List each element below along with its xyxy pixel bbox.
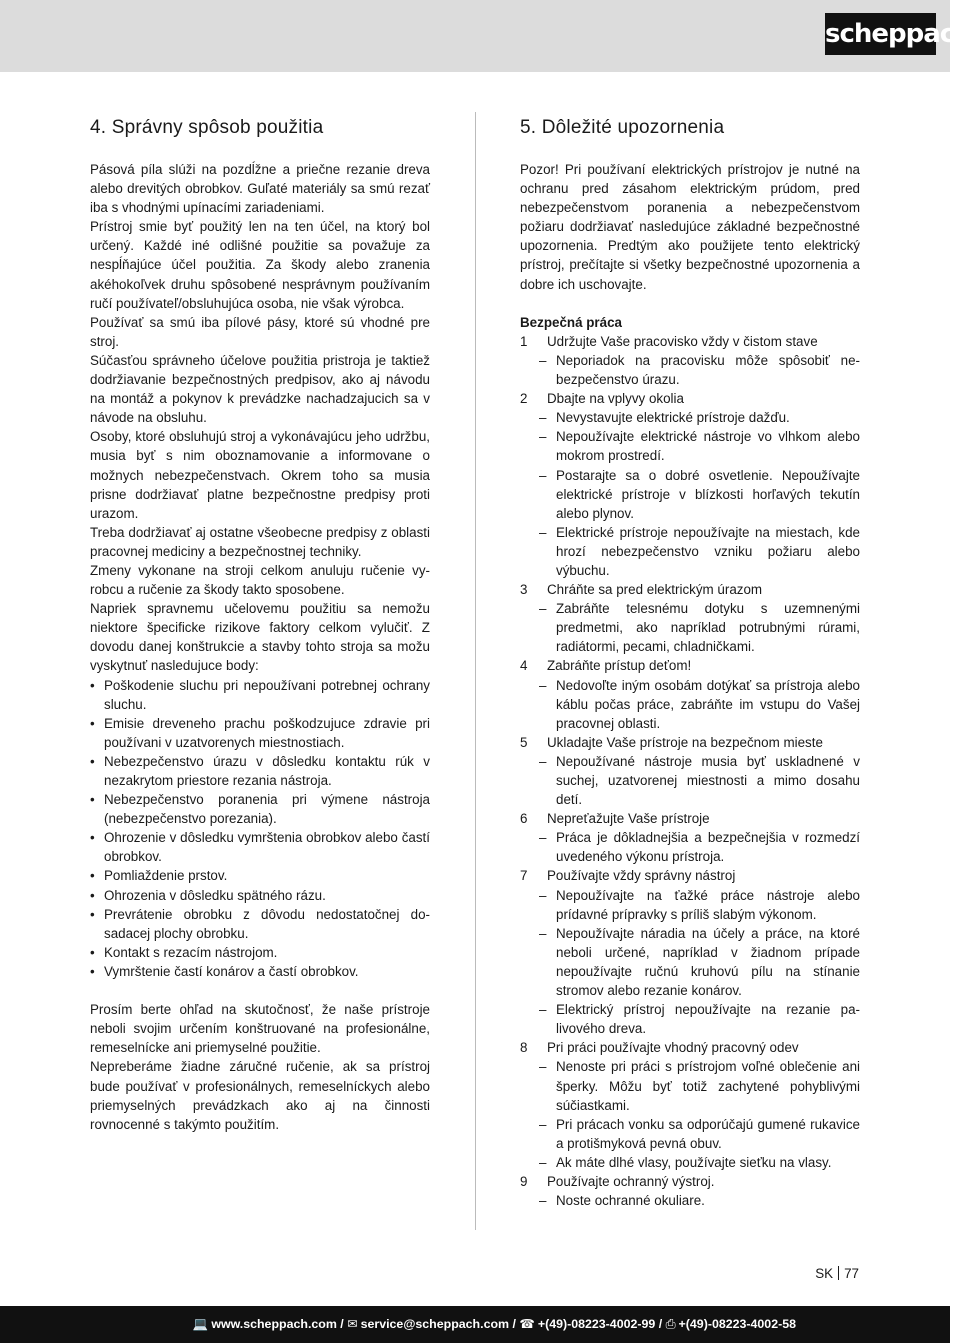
item-number: 5 [520,734,528,750]
list-item: • Ohrozenie v dôsledku vymrštenia obrobkov alebo častí obrobkov. [90,828,430,866]
list-item: – Nenoste pri práci s prístrojom voľné oblečenie ani šperky. Môžu byť totiž zachytené pohyblivými súčiastkami. [520,1057,860,1114]
paragraph: Treba dodržiavať aj ostatne všeobecne predpisy z oblasti pracovnej mediciny a bezpečnostnej techniky. [90,524,430,559]
sub-list [520,408,860,580]
safety-item [520,389,860,408]
list-item: – Nevystavujte elektrické prístroje dažďu. [520,408,860,427]
sub-list [520,886,860,1039]
safety-item [520,809,860,828]
list-item: – Noste ochranné okuliare. [520,1191,860,1210]
list-item: • Poškodenie sluchu pri nepoužívani potrebnej ochrany sluchu. [90,676,430,714]
scheppach-logo: scheppach [825,13,936,55]
list-item: – Elektrické prístroje nepoužívajte na miestach, kde hrozí nebezpečenstvo vzniku požiaru alebo výbuchu. [520,523,860,580]
list-item: – Pri prácach vonku sa odporúčajú gumené rukavice a protišmyková pevná obuv. [520,1115,860,1153]
risk-list [90,676,430,982]
page-separator [838,1266,839,1280]
item-number: 6 [520,811,528,827]
list-item: – Postarajte sa o dobré osvetlenie. Nepoužívajte elektrické prístroje v blízkosti horľavých tekutín alebo plynov. [520,466,860,523]
item-text: Chráňte sa pred elektrickým úrazom [547,582,763,598]
item-number: 9 [520,1173,528,1189]
intro-paragraph: Pozor! Pri používaní elektrických prístrojov je nutné na ochranu pred zásahom elektrickým prúdom, pred nebezpečenstvom poranenia a nebezpečenstvom požiaru dodržiavať nasledujúce základné bezpečnostné upozornenia. Predtým ako použijete tento elektrický prístroj, prečítajte si všetky bezpečnostné upozornenia a dobre ich uschovajte. [520,162,860,292]
header-bar [0,0,972,72]
list-item: • Kontakt s rezacím nástrojom. [90,943,430,962]
left-paragraphs [90,160,430,676]
sub-list [520,351,860,389]
paragraph: Pásová píla slúži na pozdĺžne a priečne rezanie dreva alebo drevitých obrobkov. Guľaté materiály sa smú rezať iba s vhodnými upínacími zariadeniami. [90,162,430,216]
item-number: 7 [520,868,528,884]
item-text: Používajte ochranný výstroj. [547,1173,715,1189]
right-column [520,115,860,1210]
footer-phone: +(49)-08223-4002-99 / [537,1317,663,1331]
list-item: – Nepoužívajte náradia na účely a práce, na ktoré neboli určené, napríklad v žiadnom prípade nepoužívajte ručnú kruhovú pílu na stínanie stromov alebo rezanie konárov. [520,924,860,1000]
paragraph: Prosím berte ohľad na skutočnosť, že naše prístroje neboli svojim určením konštruované na profesionálne, remeselnícke ani priemyselné použitie. [90,1002,430,1056]
paragraph: Napriek spravnemu učelovemu použitiu sa nemožu niektore špecificke rizikove faktory celkom vylučiť. Z dovodu danej konštrukcie a stavby tohto stroja sa možu vyskytnuť nasledujuce body: [90,601,430,674]
item-number: 1 [520,333,528,349]
list-item: – Práca je dôkladnejšia a bezpečnejšia v rozmedzí uvedeného výkonu prístroja. [520,828,860,866]
safety-item [520,332,860,351]
list-item: • Nebezpečenstvo úrazu v dôsledku kontaktu rúk v nezakrytom priestore rezania nástroja. [90,752,430,790]
envelope-icon: ✉ [347,1317,358,1331]
item-number: 2 [520,391,528,407]
item-number: 8 [520,1040,528,1056]
page-lang: SK [815,1266,834,1281]
safety-item [520,866,860,885]
paragraph: Nepreberáme žiadne záručné ručenie, ak sa prístroj bude používať v profesionálnych, remeselníckych alebo priemyselných prevádzkach ako aj na činnosti rovnocenné s takýmto použitím. [90,1059,430,1132]
safety-item [520,733,860,752]
list-item: • Ohrozenia v dôsledku spätného rázu. [90,886,430,905]
paragraph: Používať sa smú iba pílové pásy, ktoré sú vhodné pre stroj. [90,314,430,349]
paragraph: Prístroj smie byť použitý len na ten účel, na ktorý bol určený. Každé iné odlišné použitie sa považuje za nespĺňajúce účel použitia. Za škody alebo zranenia akéhokoľvek druhu spôsobené nesprávnym používaním ručí používateľ/obsluhujúca osoba, nie však výrobca. [90,219,430,311]
item-text: Ukladajte Vaše prístroje na bezpečnom mieste [547,734,823,750]
sub-list [520,828,860,866]
item-text: Používajte vždy správny nástroj [547,868,736,884]
subheading: Bezpečná práca [520,314,622,330]
section-title-4: 4. Správny spôsob použitia [90,117,324,138]
list-item: – Nepoužívajte na ťažké práce nástroje alebo prídavné prípravky s príliš slabým výkonom. [520,886,860,924]
list-item: – Nepoužívajte elektrické nástroje vo vlhkom alebo mokrom prostredí. [520,427,860,465]
sub-list [520,1191,860,1210]
column-divider [475,112,476,1230]
item-number: 4 [520,658,528,674]
item-text: Zabráňte prístup deťom! [547,658,692,674]
list-item: • Prevrátenie obrobku z dôvodu nedostatočnej dosadacej plochy obrobku. [90,905,430,943]
list-item: • Pomliaždenie prstov. [90,866,430,885]
list-item: – Elektrický prístroj nepoužívajte na rezanie palivového dreva. [520,1000,860,1038]
list-item: • Nebezpečenstvo poranenia pri výmene nástroja (nebezpečenstvo porezania). [90,790,430,828]
list-item: • Emisie dreveneho prachu poškodzujuce zdravie pri používani v uzatvorenych miestnostiach. [90,714,430,752]
sub-list [520,1057,860,1172]
list-item: – Nedovoľte iným osobám dotýkať sa prístroja alebo káblu počas práce, zabráňte im vstupu do Vašej pracovnej oblasti. [520,676,860,733]
list-item: – Nepoužívané nástroje musia byť uskladnené v suchej, uzatvorenej miestnosti a mimo dosahu detí. [520,752,860,809]
safety-item [520,1172,860,1191]
page-number [815,1266,859,1282]
safety-item [520,1038,860,1057]
section-title-5: 5. Dôležité upozornenia [520,117,725,138]
footer-bar [0,1306,950,1343]
item-text: Dbajte na vplyvy okolia [547,391,684,407]
footer-web: www.scheppach.com / [211,1317,344,1331]
paragraph: Súčasťou správneho účelove použitia pristroja je taktiež dodržiavanie bezpečnostných predpisov, ako aj návodu na montáž a pokynov k prevádzke nachadzajucich sa v návode na obsluhu. [90,352,430,426]
list-item: – Zabráňte telesnému dotyku s uzemnenými predmetmi, ako napríklad potrubnými rúrami, radiátormi, pecami, chladničkami. [520,599,860,656]
monitor-icon: 💻 [192,1317,209,1331]
safety-item [520,656,860,675]
list-item: • Vymrštenie častí konárov a častí obrobkov. [90,962,430,981]
list-item: – Ak máte dlhé vlasy, používajte sieťku na vlasy. [520,1153,860,1172]
item-text: Udržujte Vaše pracovisko vždy v čistom stave [547,333,818,349]
sub-list [520,599,860,656]
list-item: – Neporiadok na pracovisku môže spôsobiť nebezpečenstvo úrazu. [520,351,860,389]
item-text: Nepreťažujte Vaše prístroje [547,811,710,827]
footer-fax: +(49)-08223-4002-58 [678,1317,796,1331]
paragraph: Osoby, ktoré obsluhujú stroj a vykonávajúcu jeho udržbu, musia byť s nim oboznamovanie a informovane o možnych nebezpečenstvach. Okrem toho sa musia prisne dodržiavať platne bezpečnostne predpisy proti urazom. [90,429,430,521]
safety-item [520,580,860,599]
phone-icon: ☎ [519,1317,535,1331]
item-number: 3 [520,582,528,598]
left-column [90,115,430,1134]
paragraph: Zmeny vykonane na stroji celkom anuluju ručenie vyrobcu a ručenie za škody takto sposobene. [90,562,430,598]
footer-email: service@scheppach.com / [360,1317,516,1331]
sub-list [520,676,860,733]
fax-icon: ⎙ [665,1317,676,1331]
sub-list [520,752,860,809]
page-num: 77 [844,1266,859,1281]
item-text: Pri práci používajte vhodný pracovný odev [547,1040,799,1056]
safety-list [520,332,860,1210]
